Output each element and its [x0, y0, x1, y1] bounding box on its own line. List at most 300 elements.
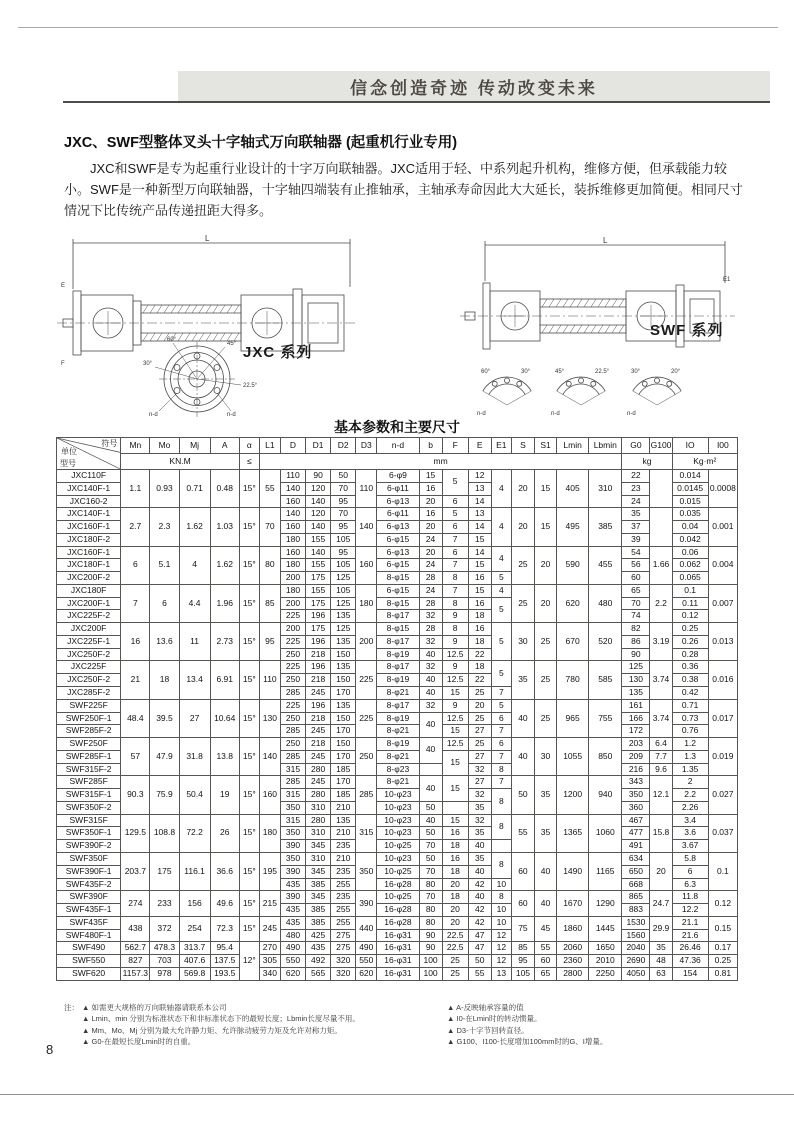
value-cell: 492 [306, 955, 331, 968]
footnote-line: ▲ I0-在Lmin时的转动惯量。 [447, 1014, 542, 1024]
value-cell: 0.065 [672, 572, 708, 585]
value-cell: 218 [306, 712, 331, 725]
column-header: D3 [356, 438, 377, 454]
model-cell: JXC200F [57, 623, 121, 636]
value-cell: 310 [306, 801, 331, 814]
model-cell: SWF390F-1 [57, 865, 121, 878]
value-cell: 1055 [557, 738, 589, 776]
value-cell: 40 [468, 840, 491, 853]
value-cell: 15° [239, 738, 259, 776]
value-cell: 250 [356, 738, 377, 776]
value-cell: 1560 [622, 929, 650, 942]
value-cell: 3.19 [650, 623, 672, 661]
page-title: JXC、SWF型整体叉头十字轴式万向联轴器 (起重机行业专用) [64, 135, 458, 151]
value-cell: 1.62 [210, 546, 239, 584]
value-cell: 50 [511, 776, 534, 814]
model-cell: SWF350F [57, 852, 121, 865]
value-cell: 105 [331, 533, 356, 546]
model-cell: JXC160-2 [57, 495, 121, 508]
value-cell: 703 [150, 955, 179, 968]
value-cell: 135 [331, 699, 356, 712]
notes-right [447, 1002, 757, 1047]
value-cell: 210 [331, 827, 356, 840]
page-number: 8 [46, 1042, 54, 1057]
value-cell: 620 [280, 967, 305, 980]
value-cell: 35 [534, 814, 556, 852]
value-cell: 55 [511, 814, 534, 852]
value-cell: 8 [442, 623, 468, 636]
parameters-table [56, 437, 738, 981]
value-cell: 345 [306, 865, 331, 878]
value-cell: 360 [622, 801, 650, 814]
value-cell: 14 [468, 546, 491, 559]
value-cell: 8-φ19 [377, 674, 419, 687]
value-cell: 0.12 [708, 891, 737, 917]
value-cell: 5 [491, 661, 511, 687]
swf-fan3-angle-b: 20° [671, 369, 681, 375]
value-cell: 320 [331, 967, 356, 980]
table-corner-cell: 符号 单位 型号 [57, 438, 121, 470]
value-cell: 1157.3 [121, 967, 150, 980]
value-cell: 6-φ15 [377, 584, 419, 597]
value-cell: 56 [622, 559, 650, 572]
value-cell: 385 [589, 508, 622, 546]
value-cell: 18 [150, 661, 179, 699]
value-cell: 22.5 [442, 929, 468, 942]
model-cell: JXC200F-1 [57, 597, 121, 610]
value-cell: 6-φ9 [377, 470, 419, 483]
value-cell: 82 [622, 623, 650, 636]
value-cell: 1165 [589, 852, 622, 890]
value-cell: 495 [557, 508, 589, 546]
value-cell: 634 [622, 852, 650, 865]
table-row [57, 584, 738, 597]
model-cell: SWF550 [57, 955, 121, 968]
jxc-angle-45: 45° [227, 341, 237, 347]
value-cell: 0.76 [672, 725, 708, 738]
value-cell: 30 [511, 623, 534, 661]
value-cell: 50 [419, 827, 442, 840]
value-cell: 12.5 [442, 674, 468, 687]
swf-series-label: SWF 系列 [650, 322, 724, 339]
value-cell: 95 [331, 546, 356, 559]
value-cell: 2040 [622, 942, 650, 955]
column-header: F [442, 438, 468, 454]
value-cell: 20 [419, 495, 442, 508]
value-cell: 0.25 [672, 623, 708, 636]
model-cell: SWF350F-2 [57, 801, 121, 814]
value-cell: 12 [491, 955, 511, 968]
value-cell: 275 [331, 929, 356, 942]
value-cell: 8-φ17 [377, 610, 419, 623]
footnote-line: ▲ Lmin、min 分别为标准状态下和非标准状态下的最短长度；Lbmin长度尽量不用。 [82, 1014, 360, 1024]
value-cell: 40 [419, 712, 442, 738]
value-cell: 0.71 [672, 699, 708, 712]
value-cell: 200 [280, 623, 305, 636]
value-cell: 9.6 [650, 763, 672, 776]
value-cell: 95 [259, 623, 280, 661]
model-cell: JXC180F-1 [57, 559, 121, 572]
value-cell: 0.004 [708, 546, 737, 584]
value-cell: 350 [280, 827, 305, 840]
value-cell: 25 [534, 661, 556, 699]
value-cell: 100 [419, 955, 442, 968]
value-cell: 0.1 [672, 584, 708, 597]
value-cell: 255 [331, 916, 356, 929]
value-cell: 16-φ31 [377, 929, 419, 942]
column-header: A [210, 438, 239, 454]
value-cell: 8-φ19 [377, 712, 419, 725]
value-cell: 245 [259, 916, 280, 942]
value-cell: 16 [442, 827, 468, 840]
value-cell: 865 [622, 891, 650, 904]
value-cell: 490 [356, 942, 377, 955]
swf-dim-label: L [603, 236, 608, 245]
value-cell: 35 [622, 508, 650, 521]
value-cell: 161 [622, 699, 650, 712]
value-cell: 18 [468, 661, 491, 674]
value-cell: 170 [331, 725, 356, 738]
value-cell: 70 [331, 508, 356, 521]
value-cell: 20 [468, 699, 491, 712]
value-cell: 40 [511, 738, 534, 776]
value-cell: 6-φ15 [377, 559, 419, 572]
value-cell: 280 [306, 814, 331, 827]
value-cell: 55 [534, 942, 556, 955]
value-cell: 31.8 [179, 738, 210, 776]
value-cell: 160 [280, 521, 305, 534]
value-cell: 196 [306, 661, 331, 674]
value-cell: 40 [419, 648, 442, 661]
value-cell: 70 [331, 482, 356, 495]
value-cell: 478.3 [150, 942, 179, 955]
value-cell: 2250 [589, 967, 622, 980]
value-cell: 1.66 [650, 546, 672, 584]
model-cell: JXC225F [57, 661, 121, 674]
value-cell: 45 [534, 916, 556, 942]
value-cell: 16 [468, 572, 491, 585]
value-cell: 42 [468, 904, 491, 917]
model-cell: JXC225F-1 [57, 635, 121, 648]
value-cell: 883 [622, 904, 650, 917]
value-cell: 965 [557, 699, 589, 737]
value-cell: 24 [622, 495, 650, 508]
value-cell: 47.9 [150, 738, 179, 776]
value-cell: 90 [622, 648, 650, 661]
value-cell: 940 [589, 776, 622, 814]
value-cell: 40 [419, 738, 442, 764]
value-cell: 8 [491, 789, 511, 815]
value-cell: 5 [491, 572, 511, 585]
value-cell: 565 [306, 967, 331, 980]
value-cell: 6-φ11 [377, 482, 419, 495]
swf-series-drawing [425, 233, 770, 423]
jxc-side-label-e: E [61, 283, 66, 289]
value-cell: 10 [491, 916, 511, 929]
column-header: Lbmin [589, 438, 622, 454]
value-cell: 250 [280, 712, 305, 725]
value-cell: 15° [239, 546, 259, 584]
value-cell: 135 [331, 661, 356, 674]
value-cell: 225 [356, 661, 377, 699]
value-cell: 285 [280, 687, 305, 700]
value-cell: 7 [491, 750, 511, 763]
value-cell: 0.017 [708, 699, 737, 737]
model-cell: JXC250F-2 [57, 648, 121, 661]
value-cell: 8-φ19 [377, 648, 419, 661]
value-cell: 160 [280, 495, 305, 508]
value-cell: 5 [442, 508, 468, 521]
column-header: Mj [179, 438, 210, 454]
value-cell: 10-φ25 [377, 840, 419, 853]
value-cell: 8-φ19 [377, 738, 419, 751]
footnote-line: ▲ A-反映轴承容量的值 [447, 1003, 524, 1012]
value-cell: 4 [491, 508, 511, 546]
value-cell: 7 [442, 533, 468, 546]
model-cell: SWF250F [57, 738, 121, 751]
value-cell: 65 [622, 584, 650, 597]
value-cell: 105 [511, 967, 534, 980]
value-cell: 42 [468, 916, 491, 929]
value-cell: 140 [356, 508, 377, 546]
value-cell: 10-φ23 [377, 852, 419, 865]
value-cell: 250 [280, 738, 305, 751]
value-cell: 385 [306, 878, 331, 891]
value-cell: 200 [356, 623, 377, 661]
value-cell: 15 [468, 584, 491, 597]
model-cell: SWF285F [57, 776, 121, 789]
value-cell: 40 [534, 891, 556, 917]
value-cell: 154 [672, 967, 708, 980]
value-cell: 4.4 [179, 584, 210, 622]
value-cell: 585 [589, 661, 622, 699]
column-header: G0 [622, 438, 650, 454]
footnote-line: ▲ 如需更大规格的万向联轴器请联系本公司 [82, 1003, 227, 1012]
jxc-series-label: JXC 系列 [243, 344, 313, 361]
model-cell: JXC250F-2 [57, 674, 121, 687]
value-cell: 8-φ15 [377, 572, 419, 585]
value-cell: 6 [150, 584, 179, 622]
value-cell: 40 [534, 852, 556, 890]
value-cell: 6 [491, 712, 511, 725]
value-cell: 8 [491, 852, 511, 878]
value-cell: 156 [179, 891, 210, 917]
value-cell: 315 [356, 814, 377, 852]
value-cell: 95 [331, 495, 356, 508]
value-cell: 8 [442, 572, 468, 585]
model-cell: SWF285F-1 [57, 750, 121, 763]
value-cell: 0.042 [672, 533, 708, 546]
table-row [57, 661, 738, 674]
value-cell: 21 [121, 661, 150, 699]
value-cell: 6 [491, 738, 511, 751]
value-cell: 550 [356, 955, 377, 968]
value-cell: 8-φ17 [377, 635, 419, 648]
value-cell: 0.027 [708, 776, 737, 814]
value-cell: 6-φ13 [377, 521, 419, 534]
value-cell: 8-φ15 [377, 623, 419, 636]
header-banner [178, 71, 770, 101]
value-cell: 850 [589, 738, 622, 776]
value-cell: 21.1 [672, 916, 708, 929]
value-cell: 12.5 [442, 648, 468, 661]
value-cell: 209 [622, 750, 650, 763]
value-cell: 310 [306, 827, 331, 840]
value-cell: 245 [306, 725, 331, 738]
value-cell: 0.014 [672, 470, 708, 483]
value-cell: 15 [534, 508, 556, 546]
unit-header: kg [622, 454, 672, 470]
value-cell: 827 [121, 955, 150, 968]
value-cell: 235 [331, 891, 356, 904]
value-cell: 25 [442, 967, 468, 980]
value-cell: 90 [419, 929, 442, 942]
value-cell: 7 [442, 584, 468, 597]
notes-prefix: 注： [64, 1003, 79, 1012]
value-cell: 15 [442, 725, 468, 738]
value-cell: 3.6 [672, 827, 708, 840]
value-cell: 100 [419, 967, 442, 980]
value-cell: 315 [280, 763, 305, 776]
value-cell: 172 [622, 725, 650, 738]
value-cell: 155 [306, 533, 331, 546]
value-cell: 0.037 [708, 814, 737, 852]
value-cell: 15° [239, 623, 259, 661]
value-cell: 620 [557, 584, 589, 622]
column-header: b [419, 438, 442, 454]
value-cell: 203.7 [121, 852, 150, 890]
value-cell [419, 763, 442, 776]
value-cell: 15 [442, 687, 468, 700]
value-cell: 390 [356, 891, 377, 917]
value-cell: 196 [306, 635, 331, 648]
value-cell: 95 [331, 521, 356, 534]
value-cell: 407.6 [179, 955, 210, 968]
value-cell: 8-φ15 [377, 597, 419, 610]
value-cell: 140 [280, 508, 305, 521]
value-cell: 16 [419, 508, 442, 521]
value-cell: 15 [468, 533, 491, 546]
footnote-line: ▲ Mm、Mo、Mj 分别为最大允许静力矩、允许脉动疲劳力矩及允许对称力矩。 [82, 1025, 342, 1035]
value-cell: 562.7 [121, 942, 150, 955]
value-cell: 10-φ23 [377, 814, 419, 827]
model-cell: JXC160F-1 [57, 521, 121, 534]
value-cell: 2800 [557, 967, 589, 980]
value-cell: 48.4 [121, 699, 150, 737]
model-cell: JXC225F-2 [57, 610, 121, 623]
value-cell: 435 [306, 942, 331, 955]
unit-header: ≤ [239, 454, 259, 470]
value-cell: 50.4 [179, 776, 210, 814]
value-cell: 1200 [557, 776, 589, 814]
value-cell: 63 [650, 967, 672, 980]
column-header: I00 [708, 438, 737, 454]
value-cell: 491 [622, 840, 650, 853]
value-cell: 15 [468, 559, 491, 572]
value-cell: 86 [622, 635, 650, 648]
value-cell: 15° [239, 661, 259, 699]
value-cell: 32 [419, 610, 442, 623]
value-cell: 200 [280, 597, 305, 610]
value-cell: 405 [557, 470, 589, 508]
value-cell: 372 [150, 916, 179, 942]
value-cell: 245 [306, 687, 331, 700]
value-cell: 203 [622, 738, 650, 751]
value-cell: 6-φ13 [377, 546, 419, 559]
value-cell: 140 [306, 521, 331, 534]
value-cell: 7 [491, 776, 511, 789]
value-cell: 2.26 [672, 801, 708, 814]
value-cell: 315 [280, 789, 305, 802]
value-cell: 6 [672, 865, 708, 878]
value-cell: 10-φ25 [377, 865, 419, 878]
value-cell: 40 [511, 699, 534, 737]
value-cell: 0.0008 [708, 470, 737, 508]
value-cell: 620 [356, 967, 377, 980]
value-cell: 26.46 [672, 942, 708, 955]
value-cell: 22 [468, 674, 491, 687]
value-cell: 150 [331, 738, 356, 751]
value-cell: 24 [419, 559, 442, 572]
value-cell: 18 [442, 865, 468, 878]
value-cell: 0.1 [708, 852, 737, 890]
value-cell: 29.9 [650, 916, 672, 942]
value-cell: 175 [306, 623, 331, 636]
value-cell: 1.03 [210, 508, 239, 546]
value-cell: 1530 [622, 916, 650, 929]
value-cell: 5 [491, 699, 511, 712]
swf-fan3-angle-a: 30° [631, 369, 641, 375]
value-cell: 0.15 [708, 916, 737, 942]
model-cell: JXC180F [57, 584, 121, 597]
value-cell: 21.6 [672, 929, 708, 942]
value-cell: 390 [280, 865, 305, 878]
value-cell: 49.6 [210, 891, 239, 917]
value-cell: 15° [239, 699, 259, 737]
value-cell: 137.5 [210, 955, 239, 968]
value-cell: 19 [210, 776, 239, 814]
value-cell: 25 [511, 584, 534, 622]
value-cell: 140 [259, 738, 280, 776]
table-row [57, 955, 738, 968]
value-cell: 70 [419, 891, 442, 904]
value-cell: 0.42 [672, 687, 708, 700]
table-row [57, 916, 738, 929]
value-cell: 590 [557, 546, 589, 584]
model-cell: SWF315F-2 [57, 763, 121, 776]
value-cell: 9 [442, 635, 468, 648]
value-cell: 28 [419, 597, 442, 610]
value-cell: 7 [491, 725, 511, 738]
value-cell: 210 [331, 852, 356, 865]
value-cell: 12.2 [672, 904, 708, 917]
value-cell: 13 [468, 482, 491, 495]
value-cell: 55 [259, 470, 280, 508]
value-cell: 25 [468, 687, 491, 700]
value-cell: 13.4 [179, 661, 210, 699]
value-cell: 225 [356, 699, 377, 737]
swf-fan1-angle-b: 30° [521, 369, 531, 375]
value-cell: 285 [280, 750, 305, 763]
value-cell: 150 [331, 712, 356, 725]
value-cell: 175 [306, 597, 331, 610]
value-cell: 8 [491, 814, 511, 840]
value-cell: 40 [419, 687, 442, 700]
value-cell: 18 [468, 610, 491, 623]
value-cell: 10 [491, 904, 511, 917]
table-row [57, 814, 738, 827]
value-cell: 140 [306, 495, 331, 508]
